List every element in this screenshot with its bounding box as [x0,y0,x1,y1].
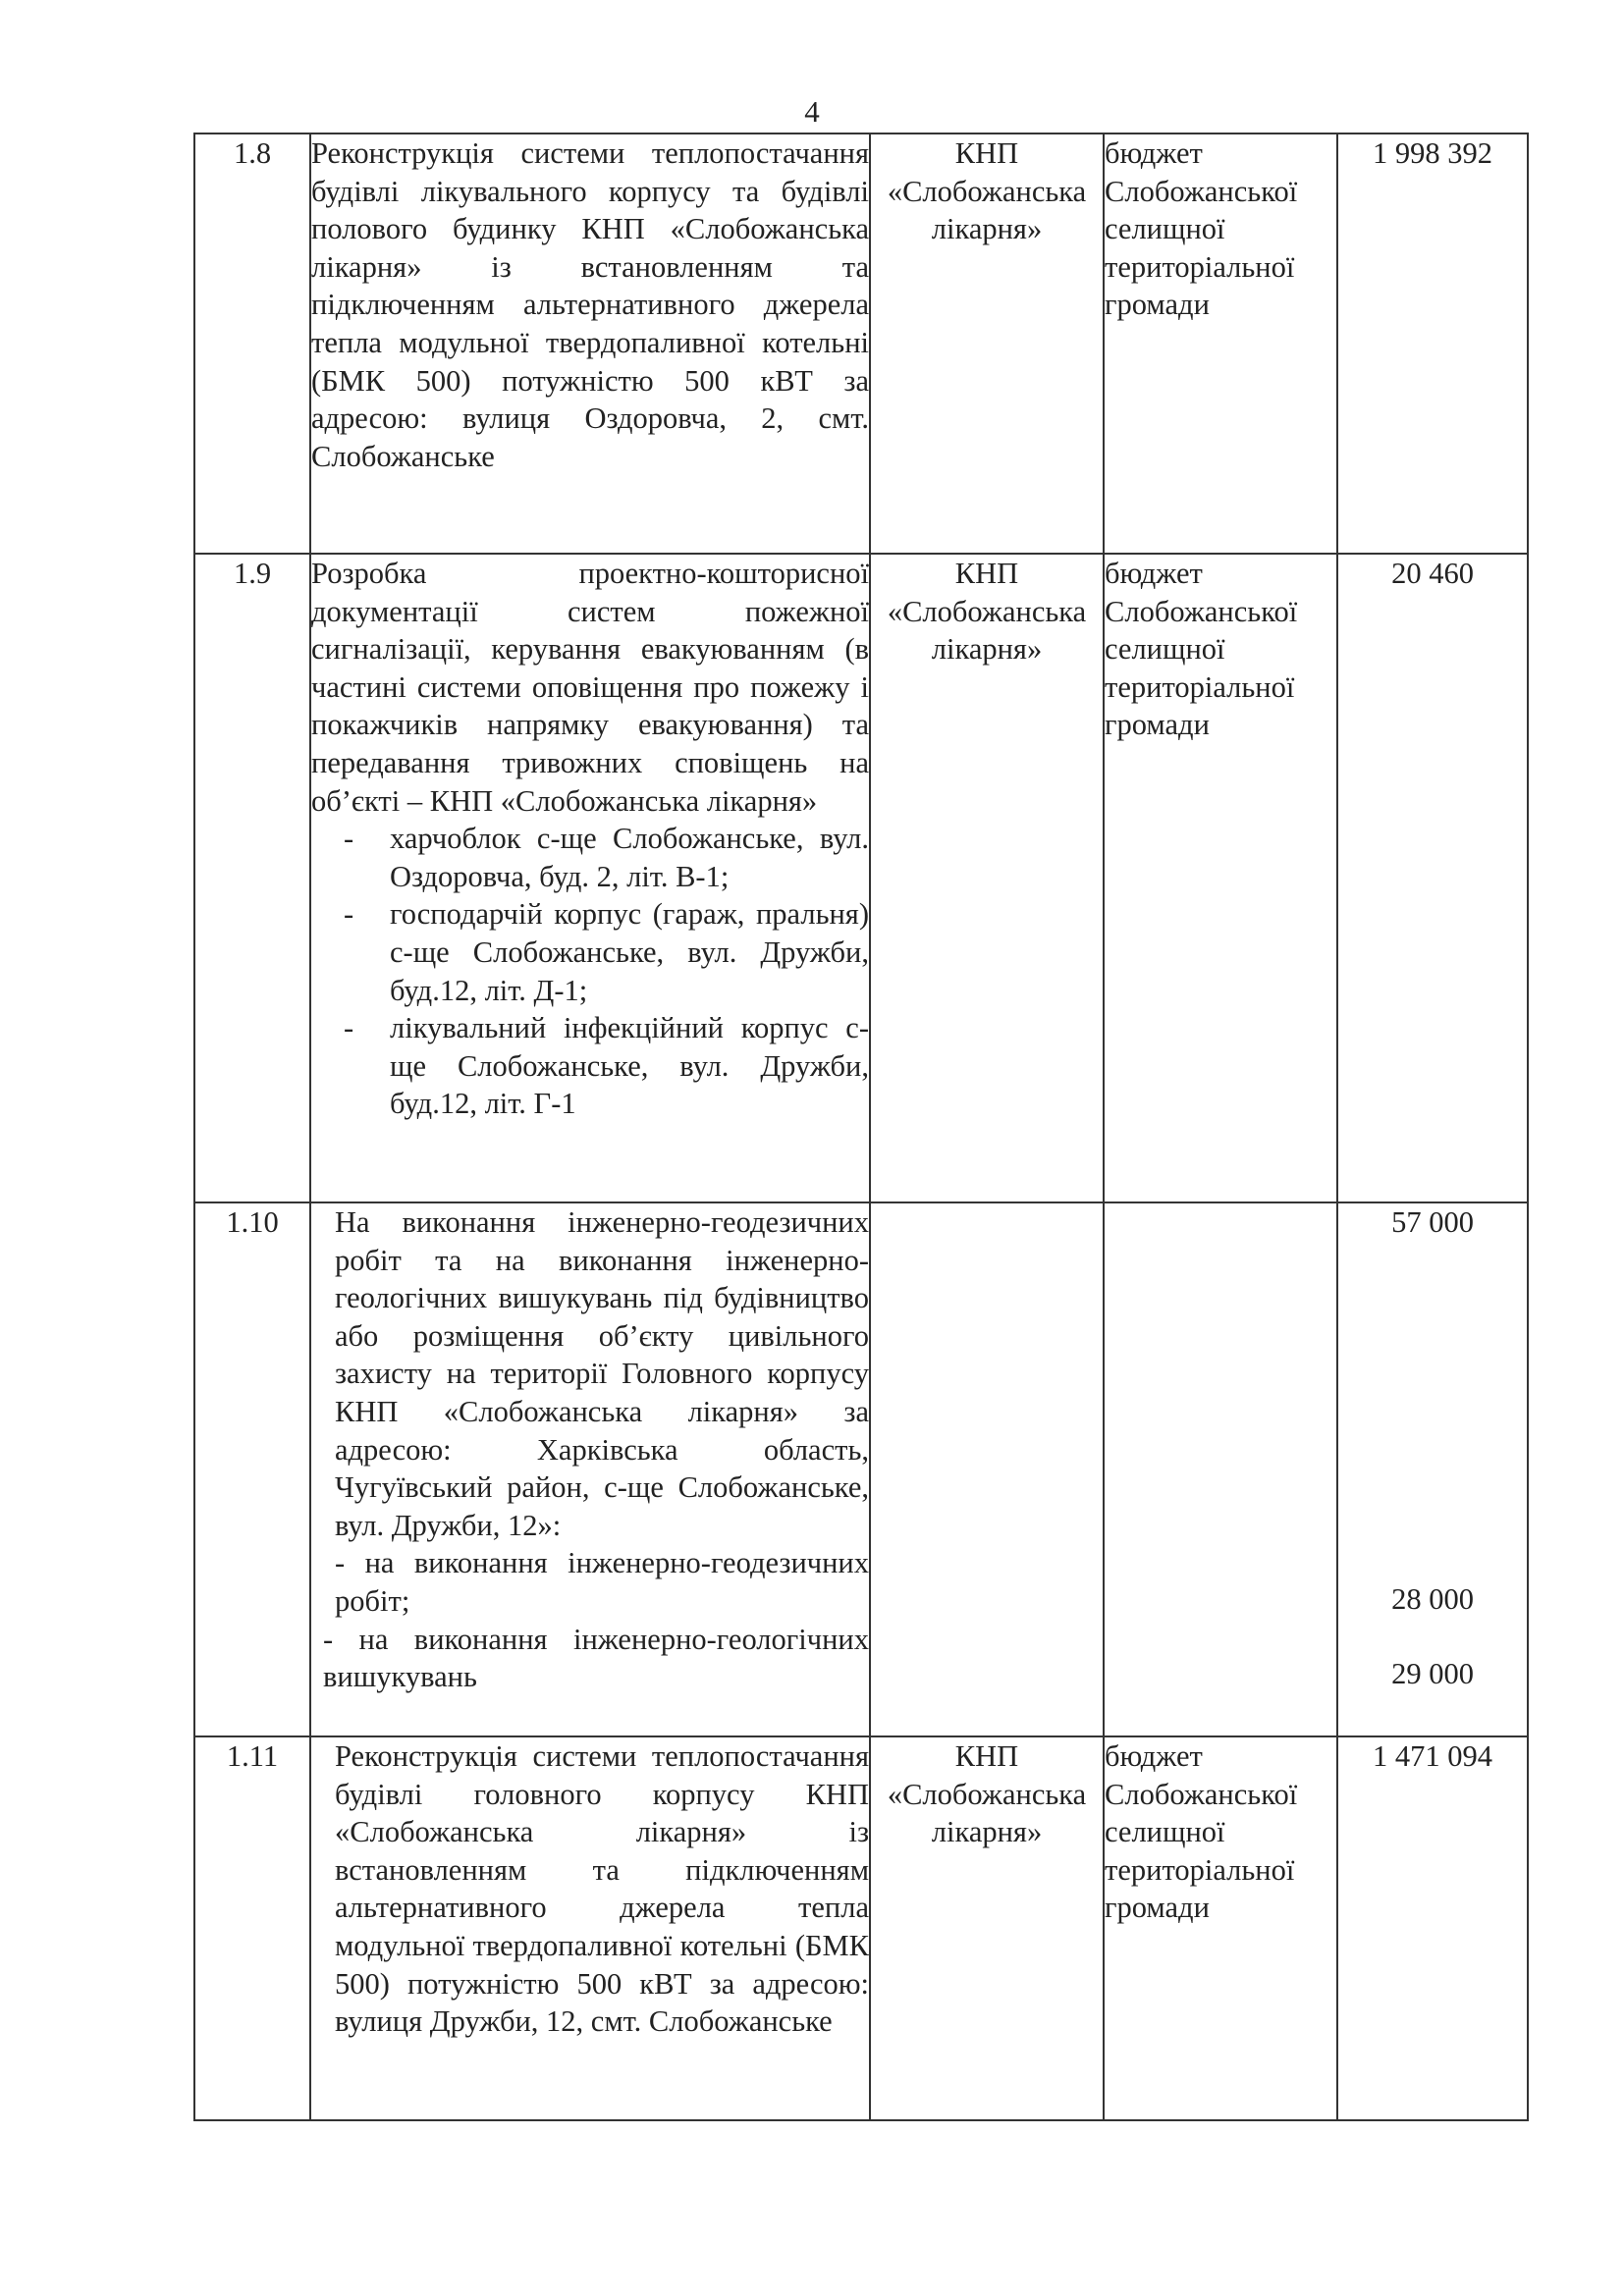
sub-item: - на виконання інженерно-геодезичних робіт; [335,1546,869,1618]
object-list [311,820,869,1123]
list-item [344,820,869,895]
funding-source-cell [1104,1202,1337,1736]
source-line: селищної [1105,1815,1225,1849]
executor-line: лікарня» [931,632,1043,667]
amount-sub: 28 000 [1391,1581,1474,1616]
source-line: бюджет [1105,1739,1203,1773]
source-line: територіальної [1105,249,1295,284]
measure-description [310,1736,870,2120]
executor-cell [870,133,1104,554]
executor-line: лікарня» [931,1815,1043,1849]
amount-cell: 20 460 [1337,554,1528,1202]
funding-source-cell [1104,1736,1337,2120]
amount-cell [1337,1202,1528,1736]
table-row [194,554,1528,1202]
source-line: селищної [1105,212,1225,246]
source-line: громади [1105,1891,1210,1925]
executor-cell [870,554,1104,1202]
list-dash: - [344,897,354,932]
measures-table [193,133,1529,2121]
executor-line: «Слобожанська [887,174,1087,208]
table-row [194,133,1528,554]
funding-source-cell [1104,554,1337,1202]
page-number: 4 [804,94,820,129]
executor-line: КНП [954,557,1019,590]
amount-cell: 1 471 094 [1337,1736,1528,2120]
source-line: бюджет [1105,557,1203,590]
list-dash: - [344,822,354,856]
amount-total: 57 000 [1391,1205,1474,1239]
description-text: Реконструкція системи теплопостачання будівлі головного корпусу КНП «Слобожанська лікарня» із встановленням та підключенням альтернативного джерела тепла модульної твердопаливної котельні (БМК 500) потужністю 500 кВТ за адресою: вулиця Дружби, 12, смт. Слобожанське [335,1739,869,2039]
source-line: територіальної [1105,1852,1295,1887]
source-line: Слобожанської [1105,174,1298,208]
source-line: громади [1105,708,1210,742]
source-line: Слобожанської [1105,1777,1298,1811]
measure-description [310,554,870,1202]
list-item-text: харчоблок с-ще Слобожанське, вул. Оздоровча, буд. 2, літ. В-1; [390,822,869,893]
executor-line: лікарня» [931,212,1043,246]
executor-line: КНП [954,136,1019,170]
executor-line: «Слобожанська [887,594,1087,628]
measure-description [310,133,870,554]
row-number: 1.10 [194,1202,310,1736]
description-text: Розробка проектно-кошторисної документації систем пожежної сигналізації, керування евакуюванням (в частині системи оповіщення про пожежу і покажчиків напрямку евакуювання) та передавання тривожних сповіщень на об’єкті – КНП «Слобожанська лікарня» [311,557,869,818]
executor-cell [870,1202,1104,1736]
list-item [344,1009,869,1123]
list-item-text: лікувальний інфекційний корпус с-ще Слобожанське, вул. Дружби, буд.12, літ. Г-1 [390,1011,869,1121]
source-line: селищної [1105,632,1225,667]
description-text: На виконання інженерно-геодезичних робіт та на виконання інженерно-геологічних вишукувань під будівництво або розміщення об’єкту цивільного захисту на території Головного корпусу КНП «Слобожанська лікарня» за адресою: Харківська область, Чугуївський район, с-ще Слобожанське, вул. Дружби, 12»: [335,1205,869,1542]
executor-line: «Слобожанська [887,1777,1087,1811]
row-number: 1.11 [194,1736,310,2120]
executor-cell [870,1736,1104,2120]
funding-source-cell [1104,133,1337,554]
list-dash: - [344,1011,354,1045]
source-line: бюджет [1105,136,1203,170]
source-line: Слобожанської [1105,594,1298,628]
amount-cell: 1 998 392 [1337,133,1528,554]
description-text: Реконструкція системи теплопостачання будівлі лікувального корпусу та будівлі полового будинку КНП «Слобожанська лікарня» із встановленням та підключенням альтернативного джерела тепла модульної твердопаливної котельні (БМК 500) потужністю 500 кВТ за адресою: вулиця Оздоровча, 2, смт. Слобожанське [311,136,869,473]
executor-line: КНП [954,1739,1019,1773]
list-item [344,895,869,1009]
table-row [194,1736,1528,2120]
table-row [194,1202,1528,1736]
source-line: громади [1105,288,1210,322]
sub-item: - на виконання інженерно-геологічних вишукувань [323,1622,869,1694]
list-item-text: господарчій корпус (гараж, пральня) с-ще Слобожанське, вул. Дружби, буд.12, літ. Д-1; [390,897,869,1007]
row-number: 1.9 [194,554,310,1202]
amount-sub: 29 000 [1391,1657,1474,1691]
source-line: територіальної [1105,669,1295,704]
row-number: 1.8 [194,133,310,554]
measure-description [310,1202,870,1736]
